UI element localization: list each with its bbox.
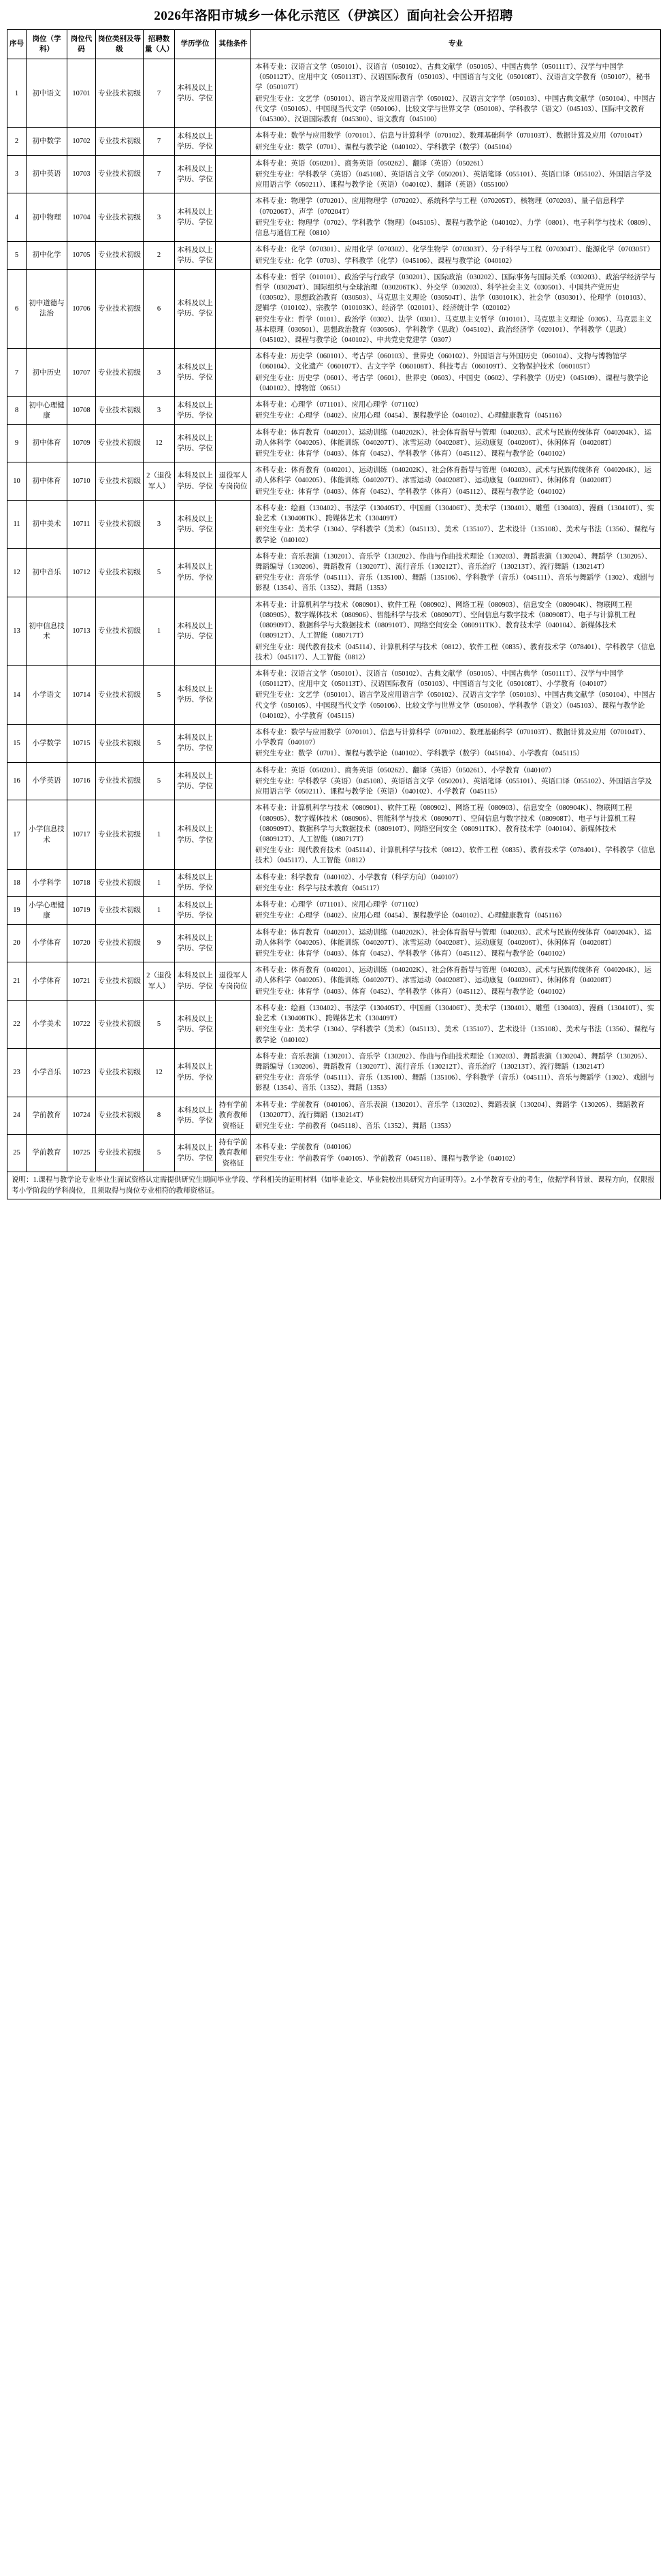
post-category: 专业技术初级 (96, 128, 144, 155)
other-conditions (216, 128, 251, 155)
education-requirement: 本科及以上学历、学位 (175, 1000, 216, 1048)
education-requirement: 本科及以上学历、学位 (175, 1048, 216, 1097)
education-requirement: 本科及以上学历、学位 (175, 349, 216, 397)
hire-count: 12 (144, 1048, 175, 1097)
other-conditions (216, 397, 251, 424)
notes-row (7, 1172, 661, 1199)
hire-count: 5 (144, 1000, 175, 1048)
graduate-majors: 研究生专业：文艺学（050101）、语言学及应用语言学（050102）、汉语言文字学（050103）、中国古典文献学（050104）、中国古代文学（050105）、中国现当代文学（050106）、比较文学与世界文学（050108）、学科教学（语文）（045103）、课程与教学论（040102）、小学教育（045115） (255, 691, 655, 720)
graduate-majors: 研究生专业：化学（0703）、学科教学（化学）（045106）、课程与教学论（040102） (255, 257, 517, 265)
hire-count: 1 (144, 869, 175, 896)
other-conditions (216, 665, 251, 724)
post-name: 小学数学 (27, 725, 67, 763)
education-requirement: 本科及以上学历、学位 (175, 869, 216, 896)
graduate-majors: 研究生专业：现代教育技术（045114）、计算机科学与技术（0812）、软件工程（0835）、教育技术学（078401）、学科教学（信息技术）（045117）、人工智能（0812） (255, 847, 655, 865)
header-other: 其他条件 (216, 30, 251, 59)
education-requirement: 本科及以上学历、学位 (175, 665, 216, 724)
major-requirements (251, 869, 661, 896)
row-number: 25 (7, 1135, 27, 1172)
education-requirement: 本科及以上学历、学位 (175, 155, 216, 193)
post-name: 小学体育 (27, 924, 67, 962)
education-requirement: 本科及以上学历、学位 (175, 725, 216, 763)
undergraduate-majors: 本科专业：数学与应用数学（070101）、信息与计算科学（070102）、数理基础科学（070103T）、数据计算及应用（070104T）、小学教育（040107） (255, 729, 650, 747)
table-row (7, 128, 661, 155)
table-row (7, 1000, 661, 1048)
post-name: 初中心理健康 (27, 397, 67, 424)
post-code: 10704 (67, 193, 96, 242)
other-conditions (216, 548, 251, 597)
hire-count: 7 (144, 128, 175, 155)
post-code: 10717 (67, 800, 96, 869)
post-code: 10725 (67, 1135, 96, 1172)
hire-count: 1 (144, 800, 175, 869)
other-conditions (216, 597, 251, 665)
major-requirements (251, 462, 661, 501)
table-row (7, 725, 661, 763)
post-code: 10702 (67, 128, 96, 155)
header-post: 岗位（学科） (27, 30, 67, 59)
table-row (7, 1135, 661, 1172)
row-number: 15 (7, 725, 27, 763)
post-name: 学前教育 (27, 1097, 67, 1135)
row-number: 4 (7, 193, 27, 242)
graduate-majors: 研究生专业：学科教学（英语）（045108）、英语语言文学（050201）、英语笔译（055101）、英语口译（055102）、外国语言学及应用语言学（050211）、课程与教学论（英语）（040102）、翻译（英语）（055100） (255, 170, 652, 189)
major-requirements (251, 349, 661, 397)
graduate-majors: 研究生专业：现代教育技术（045114）、计算机科学与技术（0812）、软件工程（0835）、教育技术学（078401）、学科教学（信息技术）（045117）、人工智能（0812） (255, 643, 655, 661)
graduate-majors: 研究生专业：音乐学（045111）、音乐（135100）、舞蹈（135106）、学科教学（音乐）（045111）、音乐与舞蹈学（1302）、戏剧与影视（1354）、音乐（1352）、舞蹈（1353） (255, 1074, 655, 1093)
post-name: 初中美术 (27, 500, 67, 548)
header-no: 序号 (7, 30, 27, 59)
post-code: 10706 (67, 269, 96, 349)
header-category: 岗位类别及等级 (96, 30, 144, 59)
hire-count: 3 (144, 397, 175, 424)
hire-count: 6 (144, 269, 175, 349)
post-code: 10708 (67, 397, 96, 424)
post-name: 初中数学 (27, 128, 67, 155)
row-number: 20 (7, 924, 27, 962)
post-name: 初中语文 (27, 59, 67, 128)
header-count: 招聘数量（人） (144, 30, 175, 59)
other-conditions (216, 869, 251, 896)
hire-count: 3 (144, 193, 175, 242)
header-education: 学历学位 (175, 30, 216, 59)
graduate-majors: 研究生专业：体育学（0403）、体育（0452）、学科教学（体育）（045112）、课程与教学论（040102） (255, 949, 570, 958)
major-requirements (251, 897, 661, 924)
table-row (7, 193, 661, 242)
undergraduate-majors: 本科专业：化学（070301）、应用化学（070302）、化学生物学（070303T）、分子科学与工程（070304T）、能源化学（070305T） (255, 246, 655, 254)
graduate-majors: 研究生专业：体育学（0403）、体育（0452）、学科教学（体育）（045112）、课程与教学论（040102） (255, 488, 570, 496)
post-category: 专业技术初级 (96, 762, 144, 800)
post-category: 专业技术初级 (96, 155, 144, 193)
post-category: 专业技术初级 (96, 1135, 144, 1172)
hire-count: 5 (144, 548, 175, 597)
post-category: 专业技术初级 (96, 869, 144, 896)
post-name: 初中体育 (27, 424, 67, 462)
education-requirement: 本科及以上学历、学位 (175, 397, 216, 424)
undergraduate-majors: 本科专业：英语（050201）、商务英语（050262）、翻译（英语）（050261）、小学教育（040107） (255, 766, 555, 774)
post-category: 专业技术初级 (96, 462, 144, 501)
post-category: 专业技术初级 (96, 193, 144, 242)
undergraduate-majors: 本科专业：科学教育（040102）、小学教育（科学方向）（040107） (255, 873, 463, 881)
post-name: 小学科学 (27, 869, 67, 896)
major-requirements (251, 269, 661, 349)
education-requirement: 本科及以上学历、学位 (175, 1135, 216, 1172)
table-row (7, 269, 661, 349)
other-conditions (216, 59, 251, 128)
hire-count: 5 (144, 762, 175, 800)
row-number: 2 (7, 128, 27, 155)
post-category: 专业技术初级 (96, 1000, 144, 1048)
table-row (7, 424, 661, 462)
post-name: 初中道德与法治 (27, 269, 67, 349)
major-requirements (251, 155, 661, 193)
other-conditions (216, 155, 251, 193)
undergraduate-majors: 本科专业：体育教育（040201）、运动训练（040202K）、社会体育指导与管理（040203）、武术与民族传统体育（040204K）、运动人体科学（040205）、体能训练（040207T）、冰雪运动（040208T）、运动康复（040206T）、休闲体育（040208T） (255, 928, 652, 947)
major-requirements (251, 1048, 661, 1097)
major-requirements (251, 59, 661, 128)
post-code: 10709 (67, 424, 96, 462)
table-row (7, 962, 661, 1001)
other-conditions (216, 424, 251, 462)
post-code: 10713 (67, 597, 96, 665)
education-requirement: 本科及以上学历、学位 (175, 548, 216, 597)
row-number: 18 (7, 869, 27, 896)
post-code: 10723 (67, 1048, 96, 1097)
hire-count: 3 (144, 349, 175, 397)
undergraduate-majors: 本科专业：历史学（060101）、考古学（060103）、世界史（060102）、外国语言与外国历史（060104）、文物与博物馆学（060104）、文化遗产（060107T）、古文字学（060108T）、科技考古（060109T）、文物保护技术（060105T） (255, 353, 627, 371)
row-number: 3 (7, 155, 27, 193)
major-requirements (251, 962, 661, 1001)
post-code: 10718 (67, 869, 96, 896)
table-row (7, 762, 661, 800)
education-requirement: 本科及以上学历、学位 (175, 924, 216, 962)
post-code: 10701 (67, 59, 96, 128)
graduate-majors: 研究生专业：心理学（0402）、应用心理（0454）、课程教学论（040102）、心理健康教育（045116） (255, 912, 566, 920)
undergraduate-majors: 本科专业：计算机科学与技术（080901）、软件工程（080902）、网络工程（080903）、信息安全（080904K）、物联网工程（080905）、数字媒体技术（080906）、智能科学与技术（080907T）、空间信息与数字技术（080908T）、电子与计算机工程（080909T）、数据科学与大数据技术（080910T）、网络空间安全（080911TK）、教育技术学（040104）、新媒体技术（080912T）、人工智能（080717T） (255, 601, 636, 640)
table-row (7, 869, 661, 896)
post-category: 专业技术初级 (96, 800, 144, 869)
row-number: 24 (7, 1097, 27, 1135)
hire-count: 3 (144, 500, 175, 548)
graduate-majors: 研究生专业：音乐学（045111）、音乐（135100）、舞蹈（135106）、学科教学（音乐）（045111）、音乐与舞蹈学（1302）、戏剧与影视（1354）、音乐（1352）、舞蹈（1353） (255, 574, 655, 593)
undergraduate-majors: 本科专业：音乐表演（130201）、音乐学（130202）、作曲与作曲技术理论（130203）、舞蹈表演（130204）、舞蹈学（130205）、舞蹈编导（130206）、舞蹈教育（130207T）、流行音乐（130212T）、音乐治疗（130213T）、流行舞蹈（130214T） (255, 1052, 652, 1071)
major-requirements (251, 762, 661, 800)
post-code: 10705 (67, 242, 96, 269)
post-code: 10724 (67, 1097, 96, 1135)
post-name: 小学体育 (27, 962, 67, 1001)
major-requirements (251, 193, 661, 242)
graduate-majors: 研究生专业：心理学（0402）、应用心理（0454）、课程教学论（040102）、心理健康教育（045116） (255, 412, 566, 420)
undergraduate-majors: 本科专业：哲学（010101）、政治学与行政学（030201）、国际政治（030202）、国际事务与国际关系（030203）、政治学经济学与哲学（030204T）、国际组织与全球治理（030206TK）、外交学（030203）、科学社会主义（030501）、中国共产党历史（030502）、思想政治教育（030503）、马克思主义理论（030504T）、法学（030101K）、社会学（030301）、伦理学（010103）、逻辑学（010102）、宗教学（010103K）、经济学（020101）、经济统计学（020102） (255, 273, 655, 313)
post-name: 学前教育 (27, 1135, 67, 1172)
undergraduate-majors: 本科专业：体育教育（040201）、运动训练（040202K）、社会体育指导与管理（040203）、武术与民族传统体育（040204K）、运动人体科学（040205）、体能训练（040207T）、冰雪运动（040208T）、运动康复（040206T）、休闲体育（040208T） (255, 467, 652, 485)
post-category: 专业技术初级 (96, 59, 144, 128)
graduate-majors: 研究生专业：科学与技术教育（045117） (255, 884, 384, 892)
major-requirements (251, 1000, 661, 1048)
hire-count: 1 (144, 897, 175, 924)
post-code: 10707 (67, 349, 96, 397)
table-row (7, 924, 661, 962)
table-row (7, 59, 661, 128)
page (7, 0, 660, 1199)
undergraduate-majors: 本科专业：体育教育（040201）、运动训练（040202K）、社会体育指导与管理（040203）、武术与民族传统体育（040204K）、运动人体科学（040205）、体能训练（040207T）、冰雪运动（040208T）、运动康复（040206T）、休闲体育（040208T） (255, 967, 652, 985)
post-category: 专业技术初级 (96, 665, 144, 724)
table-row (7, 500, 661, 548)
major-requirements (251, 548, 661, 597)
hire-count: 5 (144, 1135, 175, 1172)
hire-count: 9 (144, 924, 175, 962)
row-number: 1 (7, 59, 27, 128)
major-requirements (251, 424, 661, 462)
post-category: 专业技术初级 (96, 725, 144, 763)
post-code: 10712 (67, 548, 96, 597)
education-requirement: 本科及以上学历、学位 (175, 269, 216, 349)
major-requirements (251, 665, 661, 724)
post-name: 小学语文 (27, 665, 67, 724)
other-conditions: 退役军人专岗岗位 (216, 962, 251, 1001)
undergraduate-majors: 本科专业：物理学（070201）、应用物理学（070202）、系统科学与工程（070205T）、核物理（070203）、量子信息科学（070206T）、声学（070204T） (255, 198, 624, 216)
post-category: 专业技术初级 (96, 424, 144, 462)
undergraduate-majors: 本科专业：体育教育（040201）、运动训练（040202K）、社会体育指导与管理（040203）、武术与民族传统体育（040204K）、运动人体科学（040205）、体能训练（040207T）、冰雪运动（040208T）、运动康复（040206T）、休闲体育（040208T） (255, 428, 652, 447)
graduate-majors: 研究生专业：哲学（0101）、政治学（0302）、法学（0301）、马克思主义哲学（010101）、马克思主义理论（0305）、马克思主义基本原理（030501）、思想政治教育（030505）、学科教学（思政）（045102）、政治经济学（020101）、学科教学（思政）（045102）、课程与教学论（040102）、中共党史党建学（0307） (255, 315, 652, 345)
row-number: 14 (7, 665, 27, 724)
undergraduate-majors: 本科专业：英语（050201）、商务英语（050262）、翻译（英语）（050261） (255, 159, 488, 168)
graduate-majors: 研究生专业：文艺学（050101）、语言学及应用语言学（050102）、汉语言文字学（050103）、中国古典文献学（050104）、中国古代文学（050105）、中国现当代文学（050106）、比较文学与世界文学（050108）、学科教学（语文）（045103）、国际中文教育（045300）、汉语国际教育（045300）、语文教育（045100） (255, 95, 655, 124)
post-category: 专业技术初级 (96, 269, 144, 349)
major-requirements (251, 725, 661, 763)
education-requirement: 本科及以上学历、学位 (175, 59, 216, 128)
education-requirement: 本科及以上学历、学位 (175, 242, 216, 269)
post-code: 10710 (67, 462, 96, 501)
graduate-majors: 研究生专业：学前教育（045118）、音乐（1352）、舞蹈（1353） (255, 1122, 455, 1131)
other-conditions (216, 800, 251, 869)
post-name: 初中英语 (27, 155, 67, 193)
table-row (7, 665, 661, 724)
row-number: 21 (7, 962, 27, 1001)
post-category: 专业技术初级 (96, 1097, 144, 1135)
post-name: 初中物理 (27, 193, 67, 242)
other-conditions (216, 725, 251, 763)
undergraduate-majors: 本科专业：计算机科学与技术（080901）、软件工程（080902）、网络工程（080903）、信息安全（080904K）、物联网工程（080905）、数字媒体技术（080906）、智能科学与技术（080907T）、空间信息与数字技术（080908T）、电子与计算机工程（080909T）、数据科学与大数据技术（080910T）、网络空间安全（080911TK）、教育技术学（040104）、新媒体技术（080912T）、人工智能（080717T） (255, 804, 636, 843)
education-requirement: 本科及以上学历、学位 (175, 597, 216, 665)
row-number: 12 (7, 548, 27, 597)
post-category: 专业技术初级 (96, 962, 144, 1001)
post-name: 小学英语 (27, 762, 67, 800)
undergraduate-majors: 本科专业：数学与应用数学（070101）、信息与计算科学（070102）、数理基础科学（070103T）、数据计算及应用（070104T） (255, 132, 647, 140)
graduate-majors: 研究生专业：物理学（0702）、学科教学（物理）（045105）、课程与教学论（040102）、力学（0801）、电子科学与技术（0809）、信息与通信工程（0810） (255, 219, 655, 238)
post-name: 小学心理健康 (27, 897, 67, 924)
row-number: 17 (7, 800, 27, 869)
row-number: 9 (7, 424, 27, 462)
post-category: 专业技术初级 (96, 500, 144, 548)
undergraduate-majors: 本科专业：心理学（071101）、应用心理学（071102） (255, 901, 423, 909)
table-row (7, 1097, 661, 1135)
table-row (7, 462, 661, 501)
post-name: 初中信息技术 (27, 597, 67, 665)
major-requirements (251, 924, 661, 962)
hire-count: 7 (144, 155, 175, 193)
undergraduate-majors: 本科专业：汉语言文学（050101）、汉语言（050102）、古典文献学（050105）、中国古典学（050111T）、汉学与中国学（050112T）、应用中文（050113T）、汉语国际教育（050103）、中国语言与文化（050108T）、汉语言文学教育（050107），秘书学（050107T） (255, 63, 651, 92)
education-requirement: 本科及以上学历、学位 (175, 462, 216, 501)
post-category: 专业技术初级 (96, 242, 144, 269)
post-category: 专业技术初级 (96, 1048, 144, 1097)
post-name: 初中体育 (27, 462, 67, 501)
post-code: 10714 (67, 665, 96, 724)
post-name: 小学信息技术 (27, 800, 67, 869)
other-conditions (216, 269, 251, 349)
undergraduate-majors: 本科专业：绘画（130402）、书法学（130405T）、中国画（130406T）、美术学（130401）、雕塑（130403）、漫画（130410T）、实验艺术（130408TK）、跨媒体艺术（130409T） (255, 1004, 655, 1023)
row-number: 16 (7, 762, 27, 800)
graduate-majors: 研究生专业：数学（0701）、课程与教学论（040102）、学科教学（数学）（045104）、小学教育（045115） (255, 750, 584, 758)
post-code: 10719 (67, 897, 96, 924)
education-requirement: 本科及以上学历、学位 (175, 424, 216, 462)
hire-count: 5 (144, 725, 175, 763)
table-row (7, 800, 661, 869)
table-row (7, 597, 661, 665)
graduate-majors: 研究生专业：美术学（1304）、学科教学（美术）（045113）、美术（135107）、艺术设计（135108）、美术与书法（1356）、课程与教学论（040102） (255, 1026, 655, 1044)
table-header-row (7, 30, 661, 59)
post-category: 专业技术初级 (96, 597, 144, 665)
page-title: 2026年洛阳市城乡一体化示范区（伊滨区）面向社会公开招聘 (154, 9, 513, 23)
undergraduate-majors: 本科专业：汉语言文学（050101）、汉语言（050102）、古典文献学（050105）、中国古典学（050111T）、汉学与中国学（050112T）、应用中文（050113T）、汉语国际教育（050103）、中国语言与文化（050108T）、小学教育（040107） (255, 670, 624, 689)
post-name: 初中历史 (27, 349, 67, 397)
other-conditions: 持有学前教育教师资格证 (216, 1097, 251, 1135)
other-conditions (216, 242, 251, 269)
hire-count: 8 (144, 1097, 175, 1135)
education-requirement: 本科及以上学历、学位 (175, 193, 216, 242)
major-requirements (251, 1135, 661, 1172)
table-body (7, 59, 661, 1172)
undergraduate-majors: 本科专业：绘画（130402）、书法学（130405T）、中国画（130406T）、美术学（130401）、雕塑（130403）、漫画（130410T）、实验艺术（130408TK）、跨媒体艺术（130409T） (255, 504, 655, 523)
graduate-majors: 研究生专业：体育学（0403）、体育（0452）、学科教学（体育）（045112）、课程与教学论（040102） (255, 450, 570, 458)
table-row (7, 242, 661, 269)
recruitment-table (7, 29, 661, 1199)
undergraduate-majors: 本科专业：音乐表演（130201）、音乐学（130202）、作曲与作曲技术理论（130203）、舞蹈表演（130204）、舞蹈学（130205）、舞蹈编导（130206）、舞蹈教育（130207T）、流行音乐（130212T）、音乐治疗（130213T）、流行舞蹈（130214T） (255, 552, 652, 571)
post-code: 10722 (67, 1000, 96, 1048)
graduate-majors: 研究生专业：美术学（1304）、学科教学（美术）（045113）、美术（135107）、艺术设计（135108）、美术与书法（1356）、课程与教学论（040102） (255, 526, 655, 544)
other-conditions (216, 924, 251, 962)
other-conditions (216, 500, 251, 548)
education-requirement: 本科及以上学历、学位 (175, 1097, 216, 1135)
row-number: 5 (7, 242, 27, 269)
other-conditions: 持有学前教育教师资格证 (216, 1135, 251, 1172)
row-number: 19 (7, 897, 27, 924)
post-category: 专业技术初级 (96, 349, 144, 397)
graduate-majors: 研究生专业：学科教学（英语）（045108）、英语语言文学（050201）、英语笔译（055101）、英语口译（055102）、外国语言学及应用语言学（050211）、课程与教学论（英语）（040102）、小学教育（045115） (255, 777, 652, 796)
other-conditions: 退役军人专岗岗位 (216, 462, 251, 501)
row-number: 10 (7, 462, 27, 501)
table-row (7, 1048, 661, 1097)
row-number: 11 (7, 500, 27, 548)
undergraduate-majors: 本科专业：学前教育（040106）、音乐表演（130201）、音乐学（130202）、舞蹈表演（130204）、舞蹈学（130205）、舞蹈教育（130207T）、流行舞蹈（130214T） (255, 1101, 645, 1119)
major-requirements (251, 1097, 661, 1135)
major-requirements (251, 242, 661, 269)
row-number: 7 (7, 349, 27, 397)
graduate-majors: 研究生专业：体育学（0403）、体育（0452）、学科教学（体育）（045112）、课程与教学论（040102） (255, 988, 570, 996)
education-requirement: 本科及以上学历、学位 (175, 962, 216, 1001)
education-requirement: 本科及以上学历、学位 (175, 897, 216, 924)
other-conditions (216, 1000, 251, 1048)
hire-count: 12 (144, 424, 175, 462)
header-major: 专业 (251, 30, 661, 59)
major-requirements (251, 128, 661, 155)
post-name: 初中音乐 (27, 548, 67, 597)
graduate-majors: 研究生专业：历史学（0601）、考古学（0601）、世界史（0603）、中国史（0602）、学科教学（历史）（045109）、课程与教学论（040102）、博物馆（0651） (255, 374, 649, 392)
post-code: 10721 (67, 962, 96, 1001)
post-code: 10715 (67, 725, 96, 763)
hire-count: 2（退役军人） (144, 962, 175, 1001)
post-name: 小学美术 (27, 1000, 67, 1048)
hire-count: 1 (144, 597, 175, 665)
major-requirements (251, 597, 661, 665)
major-requirements (251, 397, 661, 424)
post-code: 10703 (67, 155, 96, 193)
hire-count: 2 (144, 242, 175, 269)
row-number: 23 (7, 1048, 27, 1097)
post-code: 10711 (67, 500, 96, 548)
graduate-majors: 研究生专业：数学（0701）、课程与教学论（040102）、学科教学（数学）（045104） (255, 143, 517, 151)
notes-text: 说明：1.课程与教学论专业毕业生面试资格认定需提供研究生期间毕业学段、学科相关的证明材料（如毕业论文、毕业院校出具研究方向证明等）。2.小学教育专业的考生，依据学科背景、课程方向，仅限报考小学阶段的学科岗位，且须取得与岗位专业相符的教师资格证。 (7, 1172, 661, 1199)
graduate-majors: 研究生专业：学前教育学（040105）、学前教育（045118）、课程与教学论（040102） (255, 1155, 520, 1163)
post-name: 初中化学 (27, 242, 67, 269)
education-requirement: 本科及以上学历、学位 (175, 762, 216, 800)
row-number: 8 (7, 397, 27, 424)
other-conditions (216, 349, 251, 397)
table-row (7, 397, 661, 424)
post-category: 专业技术初级 (96, 397, 144, 424)
table-row (7, 155, 661, 193)
row-number: 22 (7, 1000, 27, 1048)
other-conditions (216, 1048, 251, 1097)
post-category: 专业技术初级 (96, 924, 144, 962)
post-code: 10720 (67, 924, 96, 962)
table-row (7, 897, 661, 924)
hire-count: 5 (144, 665, 175, 724)
other-conditions (216, 897, 251, 924)
header-code: 岗位代码 (67, 30, 96, 59)
table-row (7, 548, 661, 597)
hire-count: 2（退役军人） (144, 462, 175, 501)
education-requirement: 本科及以上学历、学位 (175, 800, 216, 869)
major-requirements (251, 800, 661, 869)
post-name: 小学音乐 (27, 1048, 67, 1097)
major-requirements (251, 500, 661, 548)
undergraduate-majors: 本科专业：学前教育（040106） (255, 1144, 355, 1152)
hire-count: 7 (144, 59, 175, 128)
education-requirement: 本科及以上学历、学位 (175, 128, 216, 155)
row-number: 6 (7, 269, 27, 349)
post-category: 专业技术初级 (96, 897, 144, 924)
other-conditions (216, 762, 251, 800)
post-code: 10716 (67, 762, 96, 800)
education-requirement: 本科及以上学历、学位 (175, 500, 216, 548)
other-conditions (216, 193, 251, 242)
post-category: 专业技术初级 (96, 548, 144, 597)
row-number: 13 (7, 597, 27, 665)
undergraduate-majors: 本科专业：心理学（071101）、应用心理学（071102） (255, 401, 423, 409)
table-row (7, 349, 661, 397)
